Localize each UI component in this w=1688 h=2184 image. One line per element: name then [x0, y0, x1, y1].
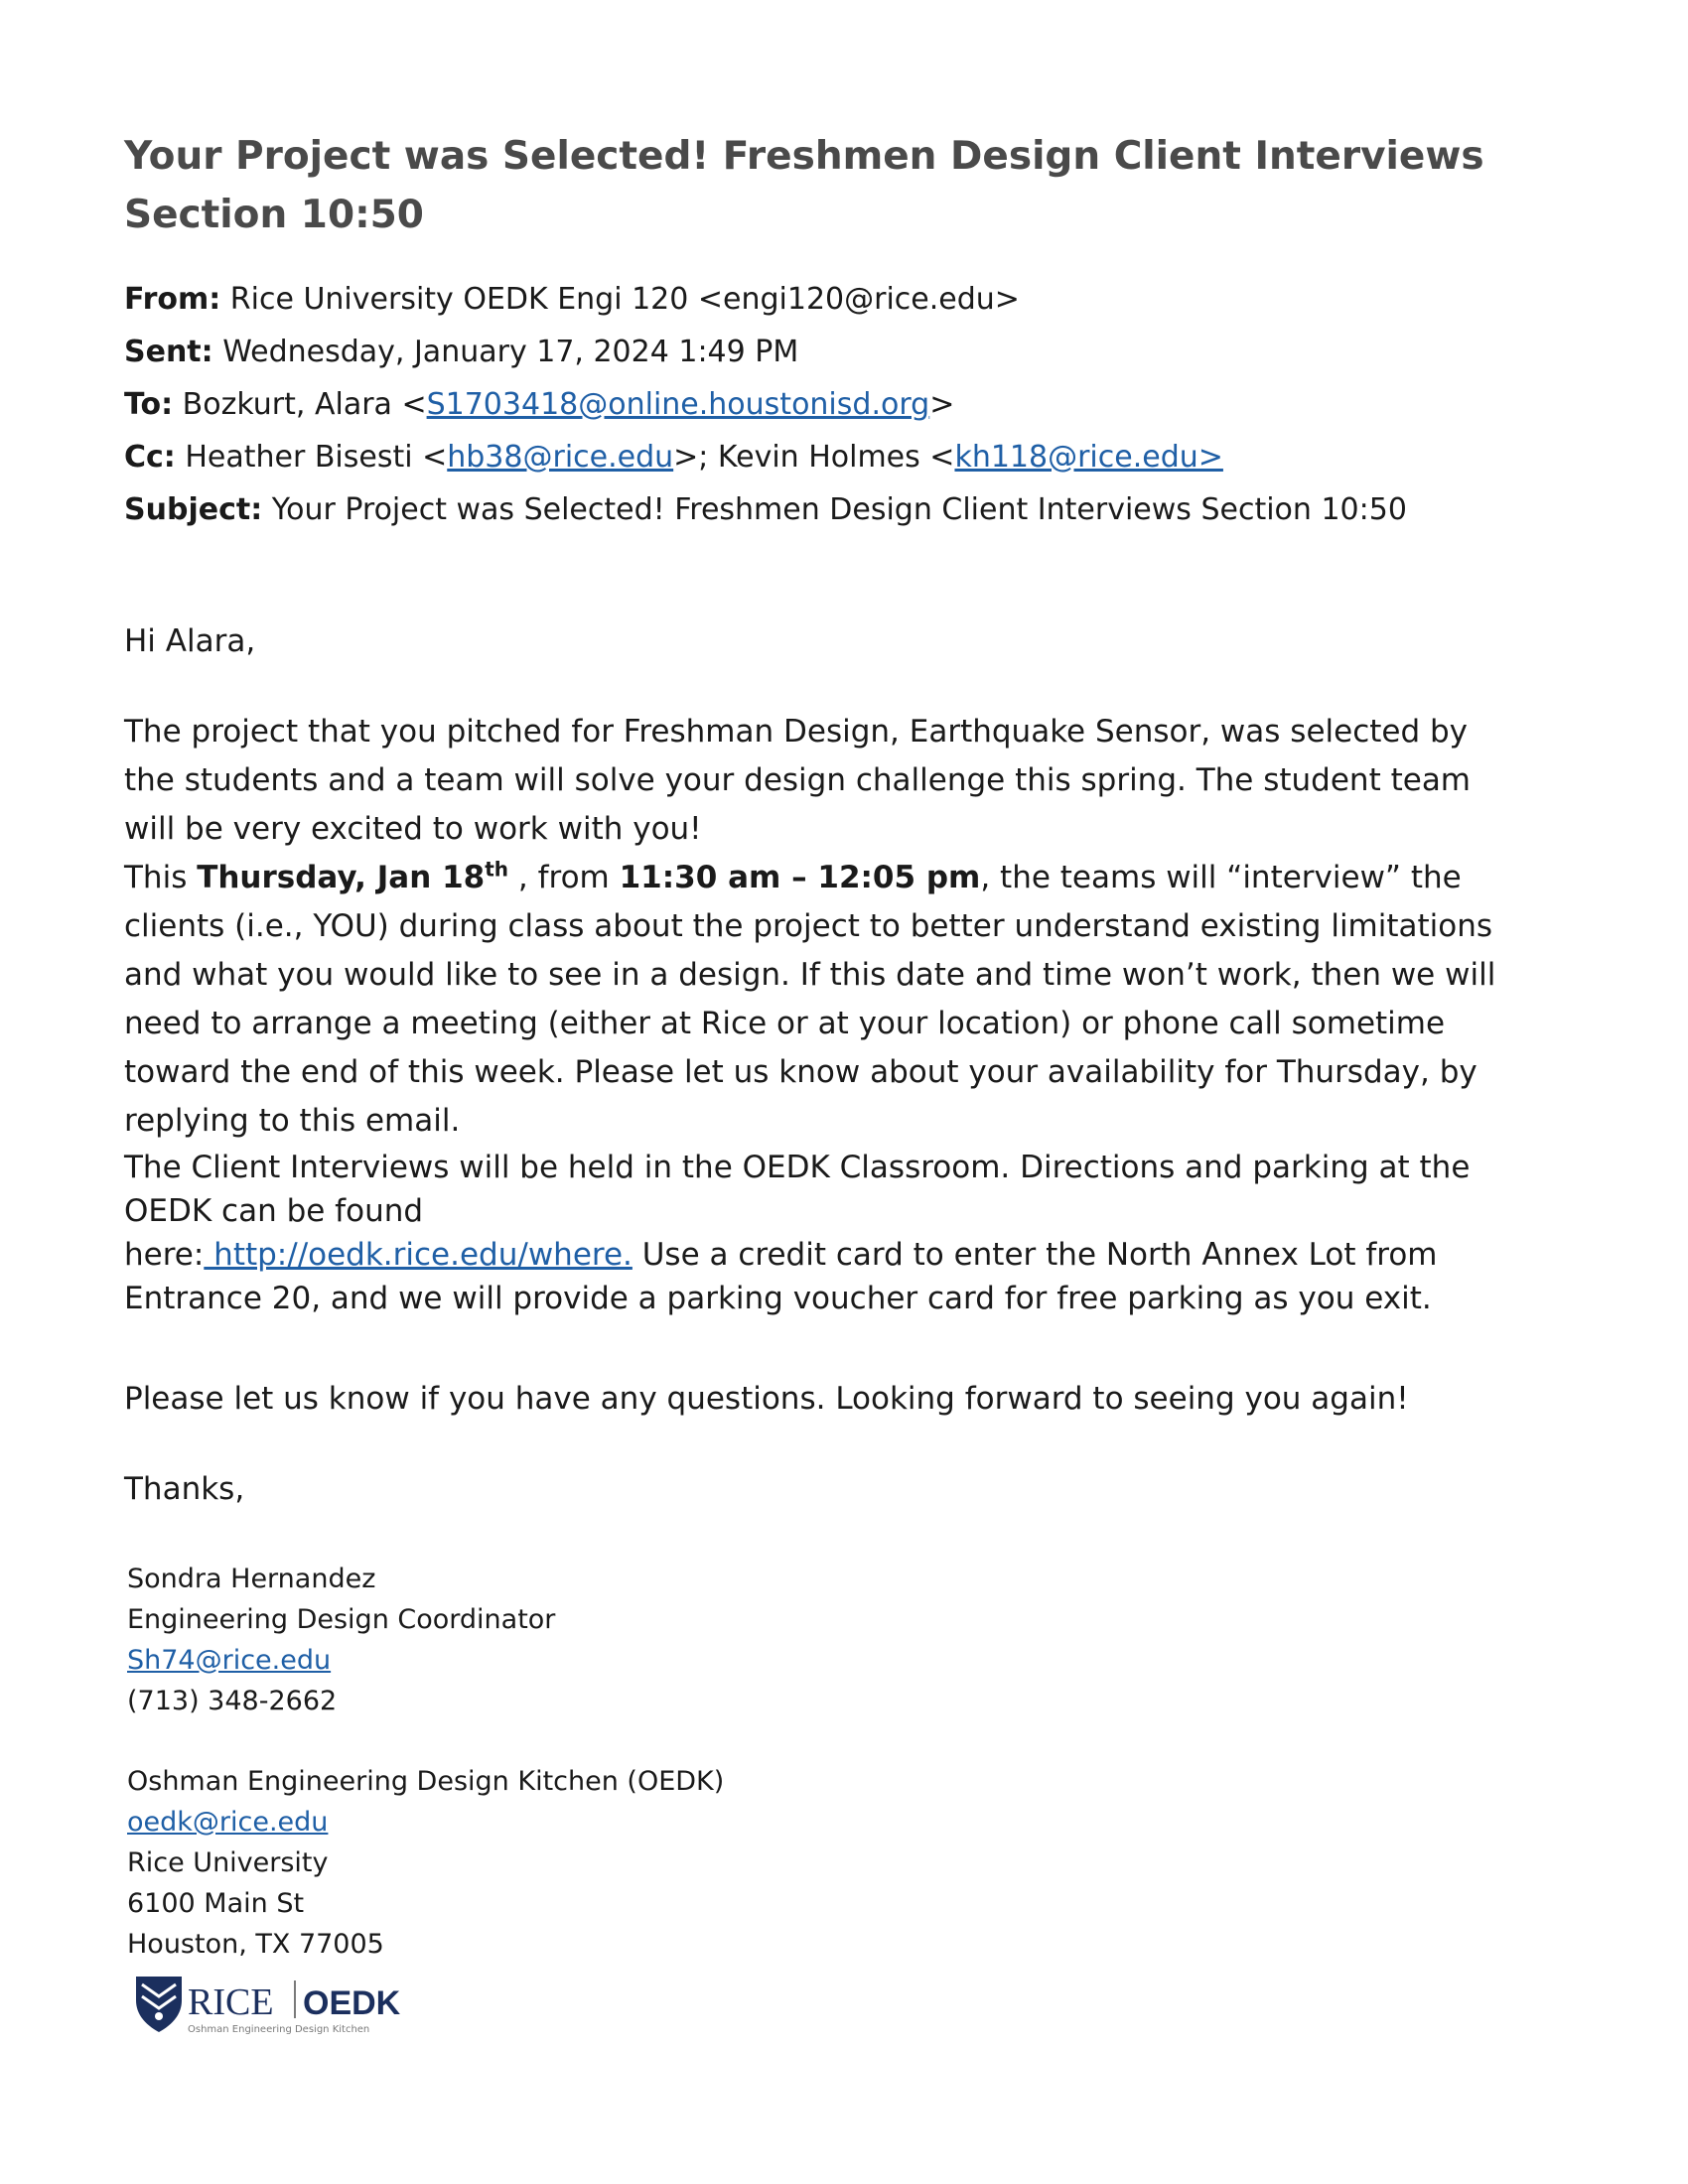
p3-rest: Use a credit card to enter the North Annex Lot from Entrance 20, and we will provide a parking voucher card for free parking as you exit. [124, 1237, 1438, 1316]
email-closing [124, 1465, 1514, 1514]
logo-rice-text: RICE [188, 1981, 274, 2023]
header-sent [124, 326, 1574, 378]
signature-org-name: Oshman Engineering Design Kitchen (OEDK) [127, 1766, 725, 1797]
signature-role: Engineering Design Coordinator [127, 1604, 556, 1635]
sent-label: Sent: [124, 335, 213, 369]
signature-org [127, 1761, 724, 1965]
cc-separator: >; Kevin Holmes < [673, 440, 955, 475]
email-paragraph-4 [124, 1375, 1514, 1424]
paragraph-3 [124, 1146, 1514, 1320]
header-cc [124, 431, 1574, 483]
paragraph-1: The project that you pitched for Freshman Design, Earthquake Sensor, was selected by the students and a team will solve your design challenge this spring. The student team will be very excited to work with you! [124, 714, 1472, 847]
from-label: From: [124, 282, 221, 317]
to-name: Bozkurt, Alara < [182, 387, 427, 422]
p2-this: This [124, 860, 198, 895]
cc-email-link-2[interactable]: kh118@rice.edu> [954, 440, 1223, 475]
rice-shield-icon [136, 1977, 182, 2032]
rice-oedk-logo [132, 1971, 400, 2036]
email-headers [124, 273, 1574, 536]
p2-from: , from [508, 860, 620, 895]
cc-email-link-1[interactable]: hb38@rice.edu [447, 440, 674, 475]
email-title: Your Project was Selected! Freshmen Design Client Interviews Section 10:50 [124, 134, 1484, 237]
logo-tagline: Oshman Engineering Design Kitchen [188, 2024, 370, 2035]
p3-a: The Client Interviews will be held in the OEDK Classroom. Directions and parking at the OEDK can be found [124, 1150, 1471, 1229]
closing-text: Thanks, [124, 1471, 245, 1507]
signature-name: Sondra Hernandez [127, 1564, 376, 1594]
p3-here: here: [124, 1237, 205, 1273]
header-from [124, 273, 1574, 326]
greeting-text: Hi Alara, [124, 623, 256, 659]
signature-university: Rice University [127, 1847, 329, 1878]
sent-value: Wednesday, January 17, 2024 1:49 PM [222, 335, 799, 369]
p2-time: 11:30 am – 12:05 pm [619, 860, 981, 895]
cc-label: Cc: [124, 440, 176, 475]
signature-person [127, 1559, 555, 1721]
to-email-link[interactable]: S1703418@online.houstonisd.org [426, 387, 930, 422]
paragraph-4: Please let us know if you have any questions. Looking forward to seeing you again! [124, 1381, 1409, 1417]
signature-phone: (713) 348-2662 [127, 1686, 338, 1716]
header-subject [124, 483, 1574, 536]
to-label: To: [124, 387, 174, 422]
signature-city: Houston, TX 77005 [127, 1929, 384, 1960]
p2-rest: , the teams will “interview” the clients (i.e., YOU) during class about the project to better understand existing limitations and what you would like to see in a design. If this date and time won’t work, then we will need to arrange a meeting (either at Rice or at your location) or phone call sometime toward the end of this week. Please let us know about your availability for Thursday, by replying to this email. [124, 860, 1496, 1139]
p2-day: Thursday, Jan 18 [197, 860, 486, 895]
email-greeting [124, 617, 1514, 666]
signature-org-email-link[interactable]: oedk@rice.edu [127, 1807, 329, 1838]
subject-label: Subject: [124, 492, 263, 527]
signature-email-link[interactable]: Sh74@rice.edu [127, 1645, 332, 1676]
paragraph-2 [124, 854, 1514, 1146]
signature-street: 6100 Main St [127, 1888, 305, 1919]
p2-sup: th [485, 857, 509, 882]
header-to [124, 378, 1574, 431]
logo-oedk-text: OEDK [303, 1984, 400, 2022]
to-close: > [929, 387, 955, 422]
from-value: Rice University OEDK Engi 120 <engi120@rice.edu> [229, 282, 1020, 317]
subject-value: Your Project was Selected! Freshmen Design Client Interviews Section 10:50 [271, 492, 1407, 527]
logo-divider [294, 1980, 296, 2018]
email-body-main [124, 708, 1514, 1320]
directions-link[interactable]: http://oedk.rice.edu/where. [204, 1237, 633, 1273]
cc-name-1: Heather Bisesti < [185, 440, 448, 475]
